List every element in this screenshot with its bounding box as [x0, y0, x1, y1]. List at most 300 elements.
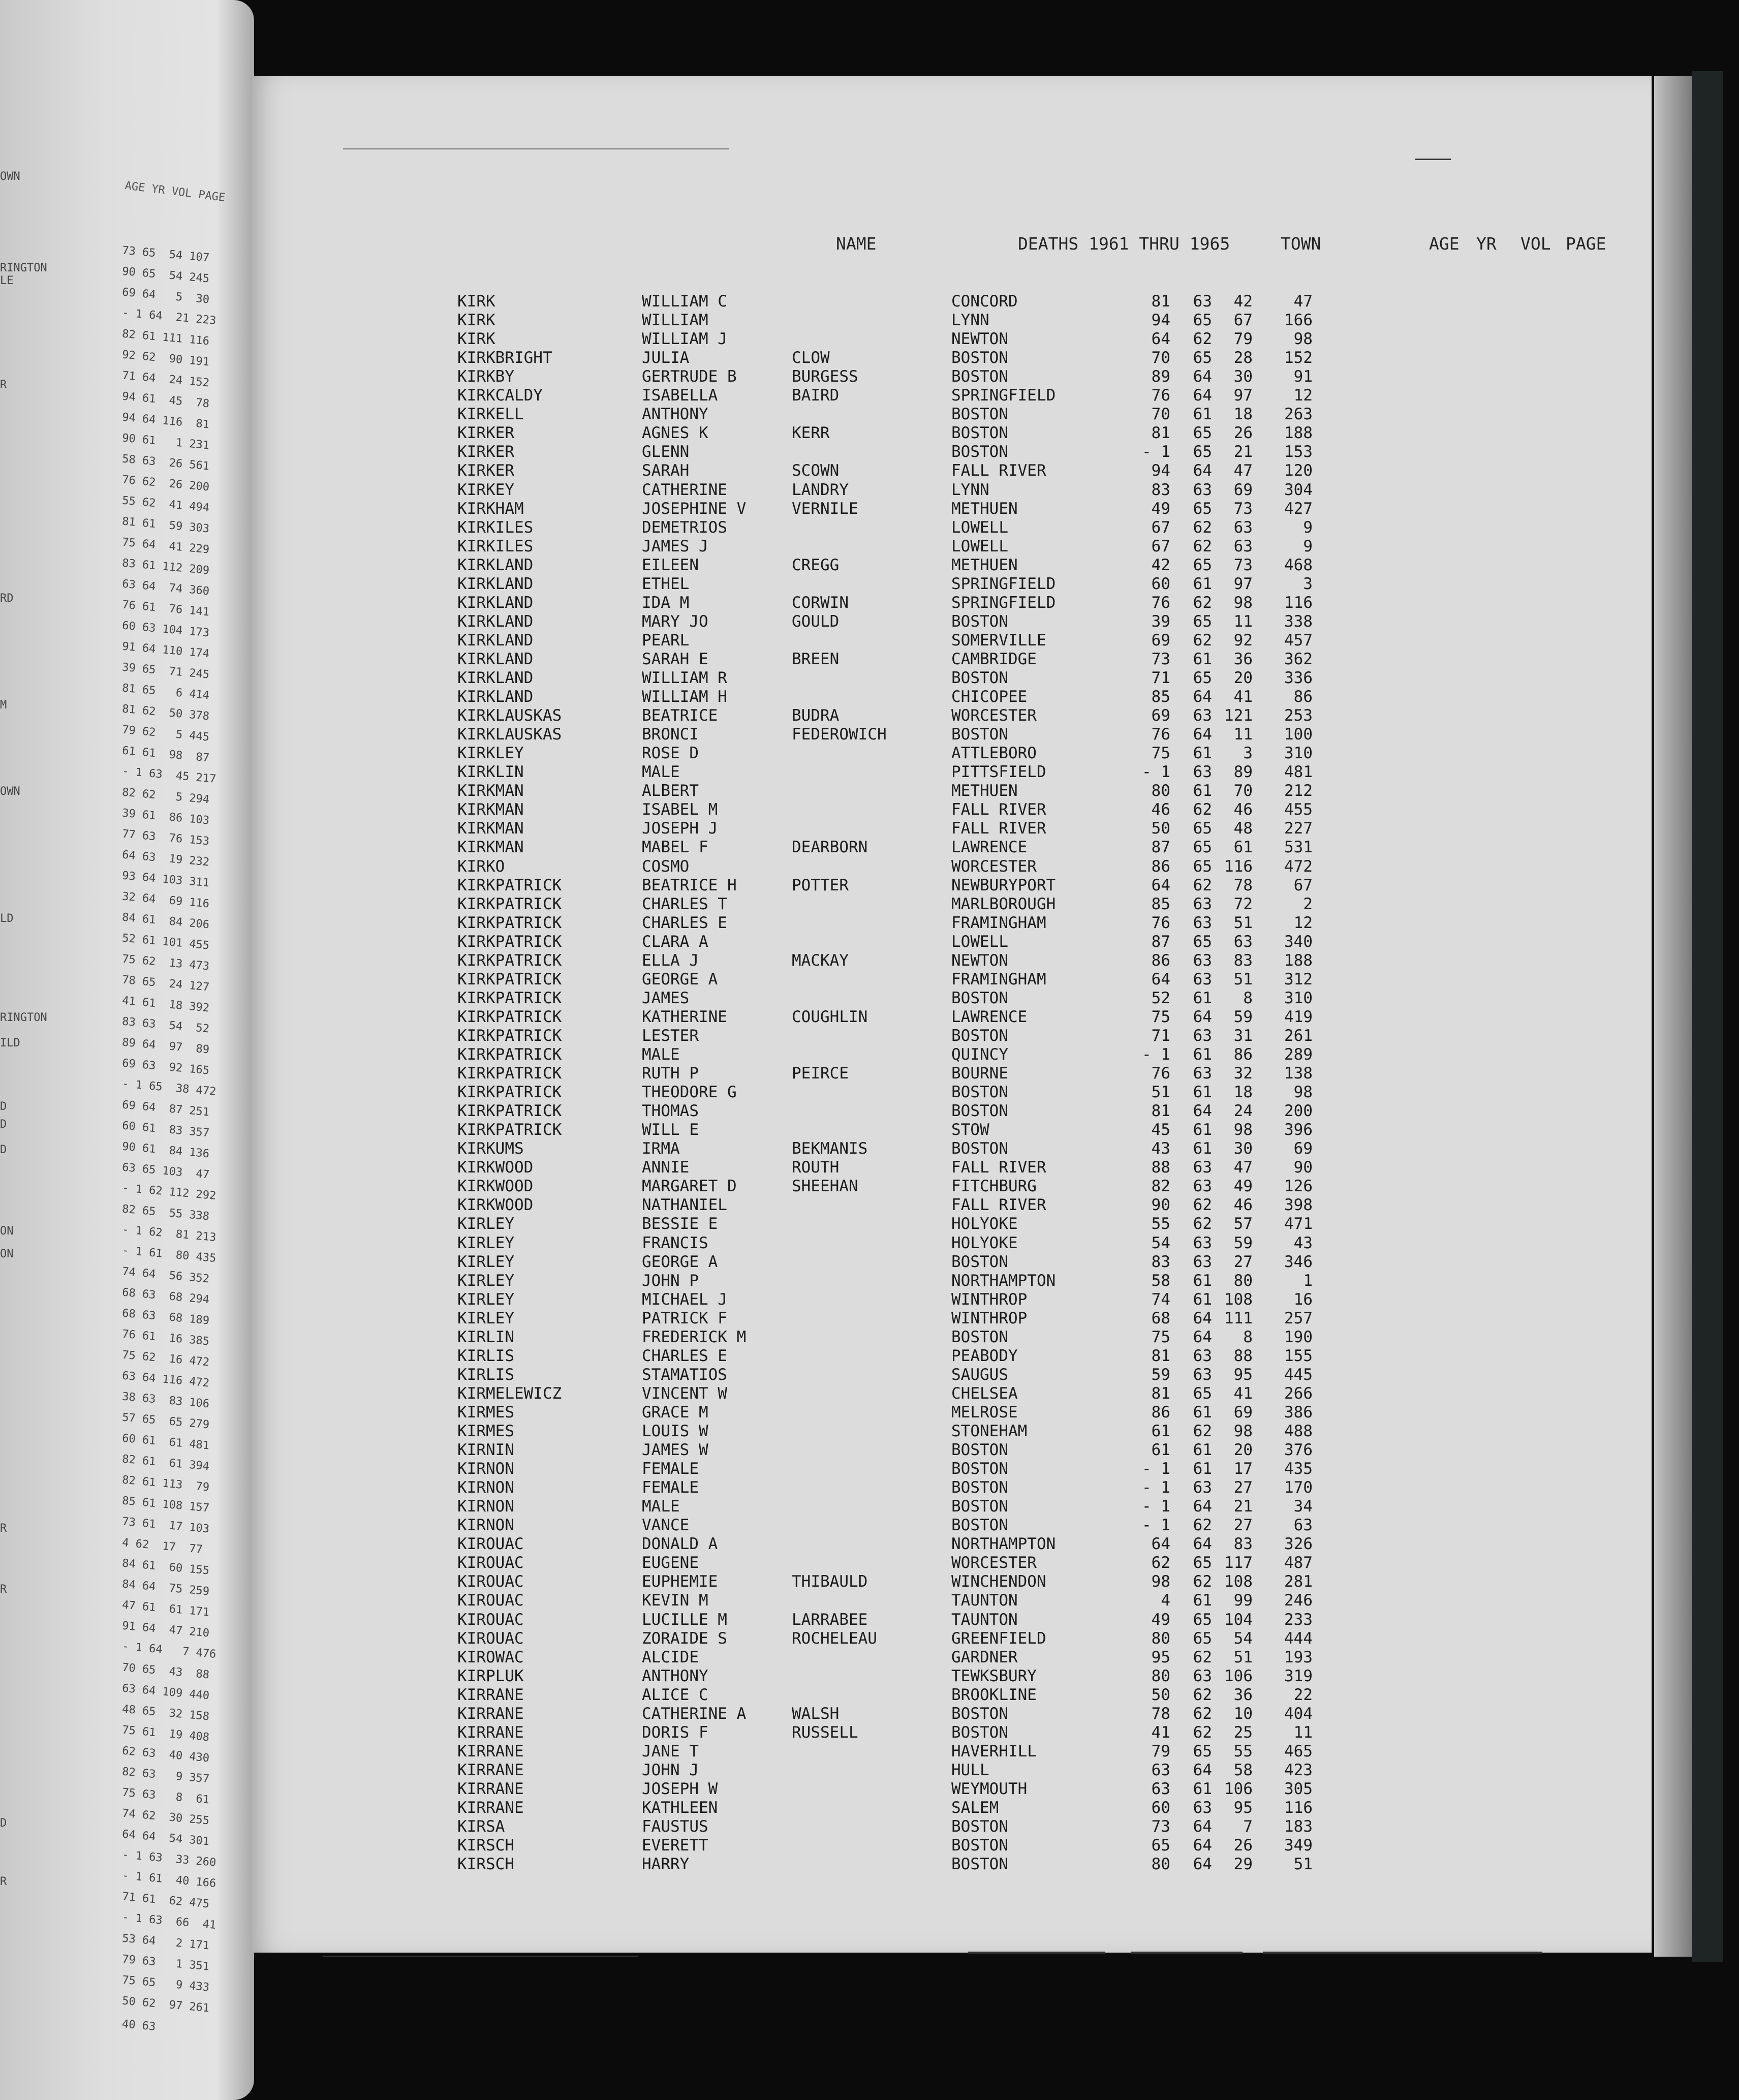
left-page-row: 82 63 9 357: [121, 1765, 210, 1786]
record-page: 257: [1284, 1309, 1313, 1327]
header-yr: YR: [1476, 234, 1497, 254]
left-page-row: 85 61 108 157: [121, 1494, 210, 1515]
record-surname: KIRKLAUSKAS: [457, 725, 562, 744]
left-page-row: 74 64 56 352: [121, 1265, 210, 1286]
record-town: BOSTON: [951, 349, 1008, 367]
record-town: HOLYOKE: [951, 1233, 1018, 1252]
record-age: - 1: [1142, 1460, 1170, 1478]
record-town: TAUNTON: [951, 1591, 1018, 1610]
record-surname: KIRKPATRICK: [457, 1102, 562, 1121]
record-town: METHUEN: [951, 499, 1018, 518]
record-yr: 61: [1193, 574, 1212, 593]
record-page: 471: [1284, 1215, 1313, 1233]
record-page: 86: [1293, 688, 1313, 706]
record-age: 49: [1151, 499, 1170, 518]
record-yr: 61: [1193, 1779, 1212, 1798]
record-age: 67: [1151, 537, 1170, 555]
record-yr: 65: [1193, 311, 1212, 330]
record-surname: KIRKWOOD: [457, 1158, 534, 1177]
left-page-town: D: [0, 1118, 7, 1131]
record-age: 95: [1151, 1648, 1170, 1666]
record-age: 85: [1151, 894, 1170, 913]
record-page: 233: [1284, 1610, 1313, 1629]
left-page-row: 91 64 110 174: [121, 640, 210, 661]
record-age: 50: [1151, 819, 1170, 838]
left-page-town: LE: [0, 274, 14, 287]
record-maiden: MACKAY: [792, 951, 849, 970]
record-yr: 61: [1193, 405, 1212, 424]
record-yr: 62: [1193, 800, 1212, 819]
record-given: MABEL F: [642, 838, 708, 857]
record-surname: KIRKWOOD: [457, 1177, 534, 1196]
record-town: HAVERHILL: [951, 1742, 1037, 1761]
bottom-rule-3: [1131, 1952, 1243, 1954]
record-town: SOMERVILLE: [951, 631, 1046, 650]
record-vol: 30: [1233, 367, 1253, 386]
record-given: DONALD A: [642, 1535, 718, 1554]
book-page-edges: [1654, 76, 1692, 1957]
record-yr: 62: [1193, 330, 1212, 349]
record-vol: 59: [1233, 1233, 1253, 1252]
record-yr: 63: [1193, 894, 1212, 913]
record-page: 419: [1284, 1007, 1313, 1026]
record-age: 86: [1151, 1403, 1170, 1422]
record-maiden: CREGG: [792, 555, 840, 574]
bottom-rule-4: [1263, 1952, 1542, 1954]
record-given: SARAH: [642, 461, 690, 480]
record-surname: KIRSCH: [457, 1836, 514, 1855]
record-page: 305: [1284, 1779, 1313, 1798]
record-age: 75: [1151, 744, 1170, 763]
record-vol: 11: [1233, 725, 1253, 744]
record-vol: 8: [1243, 989, 1253, 1007]
left-page-row: 32 64 69 116: [121, 890, 210, 911]
record-given: PEARL: [642, 631, 690, 650]
record-age: 76: [1151, 913, 1170, 932]
record-age: 80: [1151, 782, 1170, 800]
record-surname: KIRKPATRICK: [457, 989, 562, 1007]
left-page-row: 84 61 60 155: [121, 1557, 210, 1578]
record-yr: 61: [1193, 1460, 1212, 1478]
record-page: 98: [1293, 1083, 1313, 1102]
record-surname: KIRKPATRICK: [457, 1064, 562, 1083]
record-given: BESSIE E: [642, 1215, 718, 1233]
record-page: 444: [1284, 1629, 1313, 1648]
record-surname: KIRLEY: [457, 1252, 514, 1271]
record-given: ALBERT: [642, 782, 699, 800]
record-age: 70: [1151, 405, 1170, 424]
record-vol: 106: [1224, 1779, 1253, 1798]
record-page: 188: [1284, 424, 1313, 443]
record-vol: 63: [1233, 932, 1253, 951]
record-surname: KIRKEY: [457, 480, 514, 499]
record-vol: 70: [1233, 782, 1253, 800]
left-page-town: D: [0, 1144, 7, 1156]
record-surname: KIROUAC: [457, 1535, 524, 1554]
record-maiden: BURGESS: [792, 367, 858, 386]
left-page-row: 79 63 1 351: [121, 1953, 210, 1973]
record-town: BOSTON: [951, 1441, 1008, 1460]
record-surname: KIRNON: [457, 1460, 514, 1478]
record-vol: 18: [1233, 405, 1253, 424]
left-page-row: 92 62 90 191: [121, 348, 210, 369]
record-town: STOW: [951, 1121, 989, 1139]
left-page-row: 75 62 16 472: [121, 1348, 210, 1369]
record-town: LOWELL: [951, 932, 1008, 951]
left-page-row: 60 63 104 173: [121, 619, 210, 640]
record-page: 34: [1293, 1497, 1313, 1516]
record-surname: KIRNON: [457, 1478, 514, 1497]
record-vol: 57: [1233, 1215, 1253, 1233]
record-town: FALL RIVER: [951, 819, 1046, 838]
record-page: 153: [1284, 443, 1313, 461]
record-surname: KIRKLEY: [457, 744, 524, 763]
record-surname: KIROUAC: [457, 1591, 524, 1610]
left-page-row: 75 65 9 433: [121, 1973, 210, 1994]
record-yr: 65: [1193, 555, 1212, 574]
record-town: NEWTON: [951, 330, 1008, 349]
record-page: 166: [1284, 311, 1313, 330]
record-surname: KIRKLAND: [457, 650, 534, 668]
record-age: 61: [1151, 1441, 1170, 1460]
record-maiden: SHEEHAN: [792, 1177, 858, 1196]
record-given: COSMO: [642, 857, 690, 876]
record-vol: 108: [1224, 1572, 1253, 1591]
record-given: ROSE D: [642, 744, 699, 763]
record-town: BOURNE: [951, 1064, 1008, 1083]
left-page-row: - 1 61 40 166: [121, 1869, 217, 1891]
record-town: NORTHAMPTON: [951, 1271, 1056, 1290]
record-surname: KIRKPATRICK: [457, 1045, 562, 1064]
record-page: 190: [1284, 1327, 1313, 1346]
record-page: 326: [1284, 1535, 1313, 1554]
record-vol: 72: [1233, 894, 1253, 913]
record-age: 59: [1151, 1365, 1170, 1384]
record-given: BRONCI: [642, 725, 699, 744]
record-vol: 98: [1233, 593, 1253, 612]
record-given: ANNIE: [642, 1158, 690, 1177]
record-yr: 62: [1193, 1516, 1212, 1535]
header-title: DEATHS 1961 THRU 1965: [1018, 234, 1230, 254]
record-town: BOSTON: [951, 443, 1008, 461]
record-age: 64: [1151, 970, 1170, 989]
record-age: 70: [1151, 349, 1170, 367]
record-town: BOSTON: [951, 424, 1008, 443]
record-town: BOSTON: [951, 1102, 1008, 1121]
record-vol: 41: [1233, 1384, 1253, 1403]
record-town: BOSTON: [951, 1723, 1008, 1742]
record-town: WORCESTER: [951, 857, 1037, 876]
record-surname: KIRKPATRICK: [457, 932, 562, 951]
record-yr: 63: [1193, 1365, 1212, 1384]
left-page-row: 94 64 116 81: [121, 411, 210, 431]
record-page: 90: [1293, 1158, 1313, 1177]
left-page-row: 82 61 61 394: [121, 1453, 210, 1473]
record-surname: KIRMES: [457, 1422, 514, 1440]
left-page-row: 84 61 84 206: [121, 911, 210, 932]
record-town: BOSTON: [951, 405, 1008, 424]
record-given: CATHERINE A: [642, 1704, 747, 1723]
record-yr: 63: [1193, 970, 1212, 989]
record-given: GEORGE A: [642, 970, 718, 989]
record-given: MALE: [642, 1497, 680, 1516]
left-page-row: 84 64 75 259: [121, 1578, 210, 1598]
record-page: 253: [1284, 706, 1313, 725]
record-given: STAMATIOS: [642, 1365, 727, 1384]
record-town: CAMBRIDGE: [951, 650, 1037, 668]
record-surname: KIRKLAND: [457, 593, 534, 612]
record-town: LOWELL: [951, 518, 1008, 537]
record-age: 75: [1151, 1327, 1170, 1346]
record-yr: 65: [1193, 1629, 1212, 1648]
record-surname: KIRKMAN: [457, 819, 524, 838]
record-yr: 61: [1193, 1139, 1212, 1158]
record-page: 488: [1284, 1422, 1313, 1440]
record-town: LYNN: [951, 480, 989, 499]
record-page: 281: [1284, 1572, 1313, 1591]
record-vol: 20: [1233, 669, 1253, 687]
record-surname: KIRKPATRICK: [457, 1007, 562, 1026]
left-page-row: 83 63 54 52: [121, 1015, 210, 1036]
record-town: WORCESTER: [951, 706, 1037, 725]
record-yr: 63: [1193, 706, 1212, 725]
record-surname: KIRKPATRICK: [457, 913, 562, 932]
record-age: - 1: [1142, 1478, 1170, 1497]
record-page: 376: [1284, 1441, 1313, 1460]
record-age: 63: [1151, 1761, 1170, 1779]
record-given: ALCIDE: [642, 1648, 699, 1666]
record-vol: 97: [1233, 386, 1253, 405]
record-given: FRANCIS: [642, 1233, 708, 1252]
record-surname: KIRKELL: [457, 405, 524, 424]
record-page: 116: [1284, 1799, 1313, 1817]
left-page-town: RINGTON: [0, 262, 47, 274]
left-page-row: 94 61 45 78: [121, 390, 210, 411]
left-page-row: 73 65 54 107: [121, 244, 210, 265]
record-town: MARLBOROUGH: [951, 894, 1056, 913]
record-yr: 62: [1193, 876, 1212, 894]
record-yr: 63: [1193, 913, 1212, 932]
record-given: RUTH P: [642, 1064, 699, 1083]
record-surname: KIRKILES: [457, 518, 534, 537]
record-vol: 36: [1233, 650, 1253, 668]
record-vol: 58: [1233, 1761, 1253, 1779]
record-vol: 98: [1233, 1121, 1253, 1139]
record-given: PATRICK F: [642, 1309, 727, 1327]
record-surname: KIRKPATRICK: [457, 876, 562, 894]
record-vol: 86: [1233, 1045, 1253, 1064]
record-yr: 65: [1193, 1384, 1212, 1403]
record-vol: 117: [1224, 1554, 1253, 1572]
left-page-row: 63 64 74 360: [121, 577, 210, 598]
record-surname: KIRRANE: [457, 1742, 524, 1761]
record-vol: 3: [1243, 744, 1253, 763]
record-yr: 63: [1193, 951, 1212, 970]
record-given: ALICE C: [642, 1685, 708, 1704]
record-age: - 1: [1142, 1516, 1170, 1535]
record-given: KATHERINE: [642, 1007, 727, 1026]
left-page-row: 81 62 50 378: [121, 702, 210, 723]
record-page: 427: [1284, 499, 1313, 518]
record-yr: 65: [1193, 424, 1212, 443]
record-given: MARY JO: [642, 612, 708, 631]
left-page-town: R: [0, 379, 7, 391]
record-age: 73: [1151, 650, 1170, 668]
record-town: TAUNTON: [951, 1610, 1018, 1629]
record-maiden: BAIRD: [792, 386, 840, 405]
left-page-row: 78 65 24 127: [121, 973, 210, 994]
record-vol: 73: [1233, 499, 1253, 518]
record-vol: 10: [1233, 1704, 1253, 1723]
record-maiden: VERNILE: [792, 499, 858, 518]
record-age: 76: [1151, 725, 1170, 744]
record-yr: 64: [1193, 367, 1212, 386]
record-yr: 63: [1193, 1026, 1212, 1045]
record-town: LAWRENCE: [951, 1007, 1028, 1026]
record-page: 319: [1284, 1666, 1313, 1685]
record-maiden: WALSH: [792, 1704, 840, 1723]
record-age: 81: [1151, 1384, 1170, 1403]
record-given: ISABELLA: [642, 386, 718, 405]
record-surname: KIRKMAN: [457, 838, 524, 857]
record-town: SPRINGFIELD: [951, 574, 1056, 593]
record-given: MALE: [642, 763, 680, 782]
left-page-town: R: [0, 1522, 7, 1535]
record-page: 212: [1284, 782, 1313, 800]
record-age: - 1: [1142, 1045, 1170, 1064]
record-page: 435: [1284, 1460, 1313, 1478]
left-page-row: 69 64 87 251: [121, 1098, 210, 1119]
record-age: 62: [1151, 1554, 1170, 1572]
left-page-row: 74 62 30 255: [121, 1807, 210, 1828]
record-town: BOSTON: [951, 1704, 1008, 1723]
record-given: BEATRICE: [642, 706, 718, 725]
record-vol: 28: [1233, 349, 1253, 367]
left-page-row: 89 64 97 89: [121, 1036, 210, 1057]
record-surname: KIRRANE: [457, 1799, 524, 1817]
record-given: JOSEPHINE V: [642, 499, 747, 518]
record-given: LESTER: [642, 1026, 699, 1045]
record-yr: 63: [1193, 292, 1212, 311]
record-vol: 111: [1224, 1309, 1253, 1327]
record-yr: 65: [1193, 349, 1212, 367]
record-age: 43: [1151, 1139, 1170, 1158]
book-cover: [1692, 71, 1723, 1962]
record-age: 87: [1151, 838, 1170, 857]
left-page-row: 83 61 112 209: [121, 557, 210, 577]
left-page-row: 38 63 83 106: [121, 1390, 210, 1411]
left-page-row: - 1 63 66 41: [121, 1910, 217, 1932]
record-given: VINCENT W: [642, 1384, 727, 1403]
record-vol: 49: [1233, 1177, 1253, 1196]
record-page: 398: [1284, 1196, 1313, 1215]
record-page: 138: [1284, 1064, 1313, 1083]
record-page: 47: [1293, 292, 1313, 311]
record-given: THOMAS: [642, 1102, 699, 1121]
record-surname: KIRKBRIGHT: [457, 349, 552, 367]
record-page: 1: [1303, 1271, 1313, 1290]
record-page: 396: [1284, 1121, 1313, 1139]
record-surname: KIRKUMS: [457, 1139, 524, 1158]
record-vol: 121: [1224, 706, 1253, 725]
record-given: JOHN J: [642, 1761, 699, 1779]
record-age: 94: [1151, 311, 1170, 330]
record-town: PITTSFIELD: [951, 763, 1046, 782]
record-age: 54: [1151, 1233, 1170, 1252]
record-surname: KIRLIS: [457, 1346, 514, 1365]
record-surname: KIRNIN: [457, 1441, 514, 1460]
record-town: LYNN: [951, 311, 989, 330]
record-page: 445: [1284, 1365, 1313, 1384]
record-page: 227: [1284, 819, 1313, 838]
record-yr: 62: [1193, 1723, 1212, 1742]
record-given: ANTHONY: [642, 1666, 708, 1685]
record-surname: KIRKWOOD: [457, 1196, 534, 1215]
record-page: 91: [1293, 367, 1313, 386]
record-surname: KIRRANE: [457, 1761, 524, 1779]
record-vol: 79: [1233, 330, 1253, 349]
record-town: BOSTON: [951, 1139, 1008, 1158]
record-age: 88: [1151, 1158, 1170, 1177]
left-page-row: 63 64 116 472: [121, 1369, 210, 1390]
record-given: FREDERICK M: [642, 1327, 747, 1346]
record-surname: KIRPLUK: [457, 1666, 524, 1685]
record-town: CHICOPEE: [951, 688, 1028, 706]
left-page-row: - 1 64 21 223: [121, 306, 217, 328]
record-vol: 32: [1233, 1064, 1253, 1083]
record-yr: 63: [1193, 1177, 1212, 1196]
record-town: PEABODY: [951, 1346, 1018, 1365]
record-maiden: RUSSELL: [792, 1723, 858, 1742]
record-yr: 63: [1193, 1252, 1212, 1271]
left-page-row: 60 61 61 481: [121, 1432, 210, 1453]
record-page: 126: [1284, 1177, 1313, 1196]
record-given: KEVIN M: [642, 1591, 708, 1610]
record-town: HOLYOKE: [951, 1215, 1018, 1233]
record-given: MICHAEL J: [642, 1290, 727, 1309]
record-yr: 63: [1193, 1799, 1212, 1817]
record-vol: 42: [1233, 292, 1253, 311]
left-page-row: 64 64 54 301: [121, 1828, 210, 1848]
record-surname: KIRLIN: [457, 1327, 514, 1346]
record-vol: 20: [1233, 1441, 1253, 1460]
record-page: 12: [1293, 913, 1313, 932]
record-yr: 65: [1193, 443, 1212, 461]
left-page-row: 70 65 43 88: [121, 1661, 210, 1682]
left-page-row: 68 63 68 189: [121, 1307, 210, 1327]
record-town: MELROSE: [951, 1403, 1018, 1422]
record-given: GERTRUDE B: [642, 367, 737, 386]
record-town: BOSTON: [951, 1026, 1008, 1045]
record-maiden: POTTER: [792, 876, 849, 894]
record-page: 43: [1293, 1233, 1313, 1252]
record-town: LOWELL: [951, 537, 1008, 555]
record-page: 465: [1284, 1742, 1313, 1761]
record-age: 83: [1151, 1252, 1170, 1271]
record-page: 404: [1284, 1704, 1313, 1723]
record-surname: KIRRANE: [457, 1779, 524, 1798]
record-yr: 64: [1193, 688, 1212, 706]
record-surname: KIRNON: [457, 1516, 514, 1535]
left-page-row: - 1 64 7 476: [121, 1640, 217, 1661]
record-given: JOSEPH W: [642, 1779, 718, 1798]
record-page: 481: [1284, 763, 1313, 782]
record-maiden: BUDRA: [792, 706, 840, 725]
record-surname: KIRLEY: [457, 1271, 514, 1290]
record-surname: KIROUAC: [457, 1629, 524, 1648]
left-page-row: 41 61 18 392: [121, 994, 210, 1015]
left-page-row: 50 62 97 261: [121, 1994, 210, 2015]
